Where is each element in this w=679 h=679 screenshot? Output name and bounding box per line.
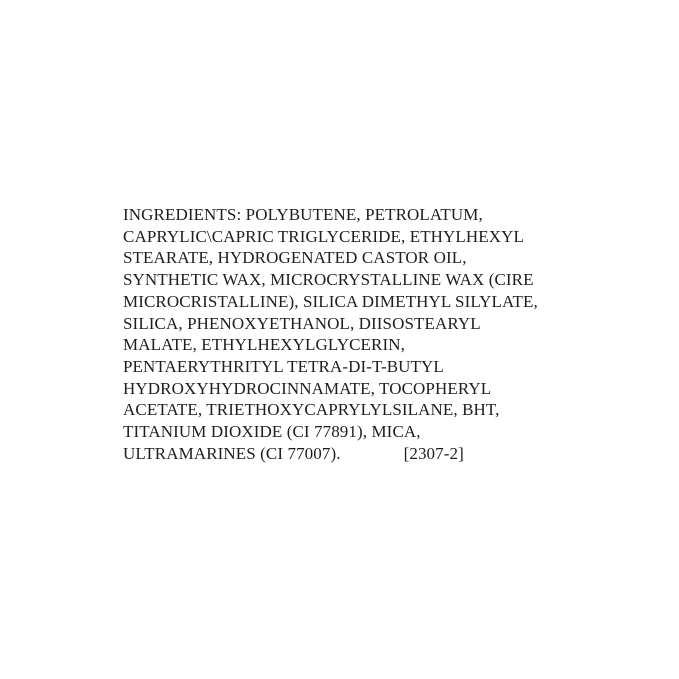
ingredients-line: ACETATE, TRIETHOXYCAPRYLYLSILANE, BHT, [123,400,500,420]
ingredients-line: SILICA, PHENOXYETHANOL, DIISOSTEARYL [123,313,481,333]
ingredients-line: TITANIUM DIOXIDE (CI 77891), MICA, [123,422,421,442]
ingredients-label [123,204,573,464]
ingredients-line: PENTAERYTHRITYL TETRA-DI-T-BUTYL [123,356,444,376]
ingredients-line: MALATE, ETHYLHEXYLGLYCERIN, [123,335,405,355]
ingredients-last-line [123,443,573,465]
ingredients-last-line-text: ULTRAMARINES (CI 77007). [123,443,341,463]
ingredients-line: CAPRYLIC\CAPRIC TRIGLYCERIDE, ETHYLHEXYL [123,226,525,246]
ingredients-lines [123,204,573,443]
ingredients-line: STEARATE, HYDROGENATED CASTOR OIL, [123,248,467,268]
batch-code: [2307-2] [403,443,464,463]
ingredients-line: MICROCRISTALLINE), SILICA DIMETHYL SILYLATE, [123,291,538,311]
ingredients-line: INGREDIENTS: POLYBUTENE, PETROLATUM, [123,205,483,224]
ingredients-line: SYNTHETIC WAX, MICROCRYSTALLINE WAX (CIRE [123,270,534,290]
ingredients-line: HYDROXYHYDROCINNAMATE, TOCOPHERYL [123,378,492,398]
